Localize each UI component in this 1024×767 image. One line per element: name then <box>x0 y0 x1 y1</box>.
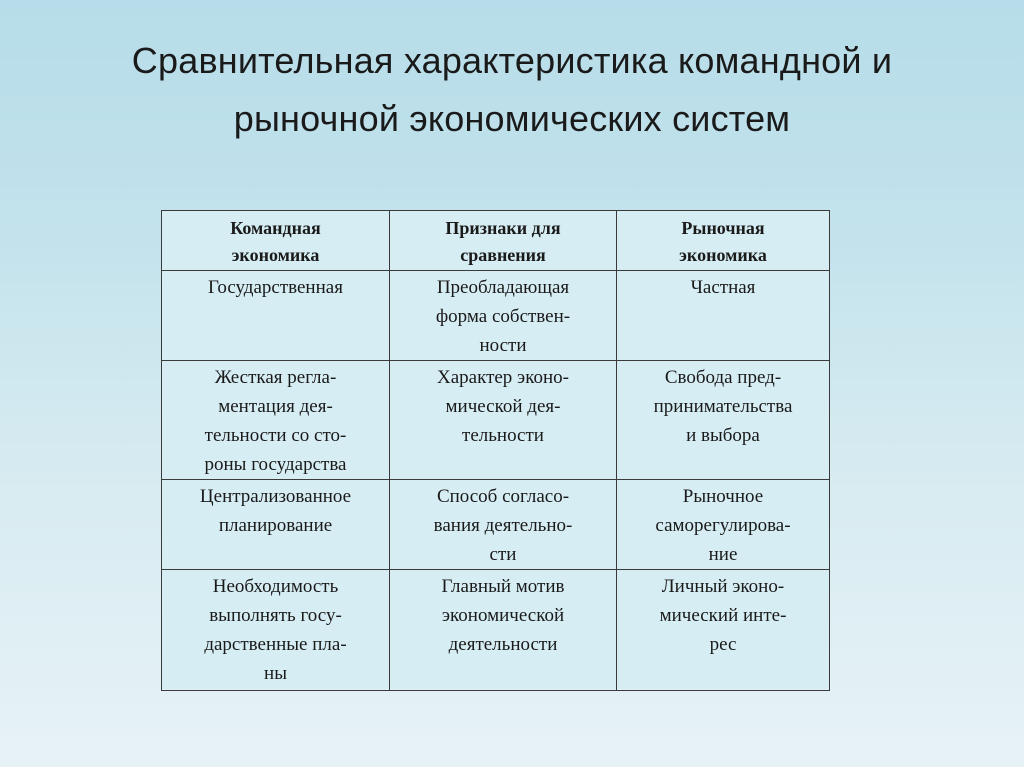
cell-text-line: дарственные пла- <box>204 634 347 655</box>
table-cell-market <box>617 480 830 570</box>
header-comparison-criteria <box>390 211 617 271</box>
table-cell-criterion <box>390 361 617 480</box>
table-row <box>162 271 830 361</box>
cell-text-line: деятельности <box>448 634 558 655</box>
table-row <box>162 480 830 570</box>
table-cell-market <box>617 570 830 691</box>
cell-text-line: выполнять госу- <box>209 605 342 626</box>
header-text-line: Командная <box>230 218 321 238</box>
cell-text-line: Главный мотив <box>441 576 565 597</box>
cell-text-line: Характер эконо- <box>437 367 569 388</box>
cell-text-line: сти <box>489 544 517 565</box>
cell-text-line: саморегулирова- <box>655 515 791 536</box>
cell-text-line: тельности <box>462 425 544 446</box>
cell-text-line: форма собствен- <box>435 306 571 327</box>
table-row <box>162 570 830 691</box>
table-cell-criterion <box>390 480 617 570</box>
header-text-line: экономика <box>679 245 767 265</box>
cell-text-line: Преобладающая <box>436 277 570 298</box>
cell-text-line: Централизованное <box>199 486 352 507</box>
table-cell-command <box>162 480 390 570</box>
table-cell-market <box>617 361 830 480</box>
cell-text-line: мической дея- <box>445 396 561 417</box>
cell-text-line: ности <box>479 335 527 356</box>
cell-text-line: ние <box>708 544 738 565</box>
table-cell-command <box>162 271 390 361</box>
table-cell-criterion <box>390 271 617 361</box>
cell-text-line: рес <box>709 634 737 655</box>
cell-text-line: Жесткая регла- <box>214 367 337 388</box>
cell-text-line: и выбора <box>686 425 760 446</box>
table-row <box>162 361 830 480</box>
cell-text-line: принимательства <box>653 396 793 417</box>
cell-text-line: Государственная <box>208 277 343 298</box>
header-text-line: Признаки для <box>445 218 561 238</box>
header-text-line: экономика <box>231 245 320 265</box>
cell-text-line: ны <box>264 663 287 684</box>
slide-title-line-2: рыночной экономических систем <box>233 98 791 139</box>
table-cell-command <box>162 570 390 691</box>
cell-text-line: Свобода пред- <box>664 367 782 388</box>
header-text-line: Рыночная <box>681 218 765 238</box>
cell-text-line: ментация дея- <box>218 396 333 417</box>
comparison-table-container <box>161 210 829 689</box>
cell-text-line: вания деятельно- <box>433 515 573 536</box>
cell-text-line: Необходимость <box>212 576 339 597</box>
cell-text-line: мический инте- <box>659 605 787 626</box>
cell-text-line: экономической <box>441 605 565 626</box>
slide-title-line-1: Сравнительная характеристика командной и <box>131 40 893 81</box>
cell-text-line: Рыночное <box>682 486 764 507</box>
cell-text-line: планирование <box>218 515 333 536</box>
table-cell-criterion <box>390 570 617 691</box>
cell-text-line: Личный эконо- <box>661 576 785 597</box>
header-market-economy <box>617 211 830 271</box>
cell-text-line: Частная <box>690 277 756 298</box>
header-command-economy <box>162 211 390 271</box>
table-cell-market <box>617 271 830 361</box>
comparison-table <box>161 210 830 691</box>
slide-title <box>40 32 984 148</box>
cell-text-line: роны государства <box>204 454 347 475</box>
table-header-row <box>162 211 830 271</box>
cell-text-line: Способ согласо- <box>436 486 570 507</box>
cell-text-line: тельности со сто- <box>204 425 347 446</box>
header-text-line: сравнения <box>460 245 546 265</box>
table-cell-command <box>162 361 390 480</box>
